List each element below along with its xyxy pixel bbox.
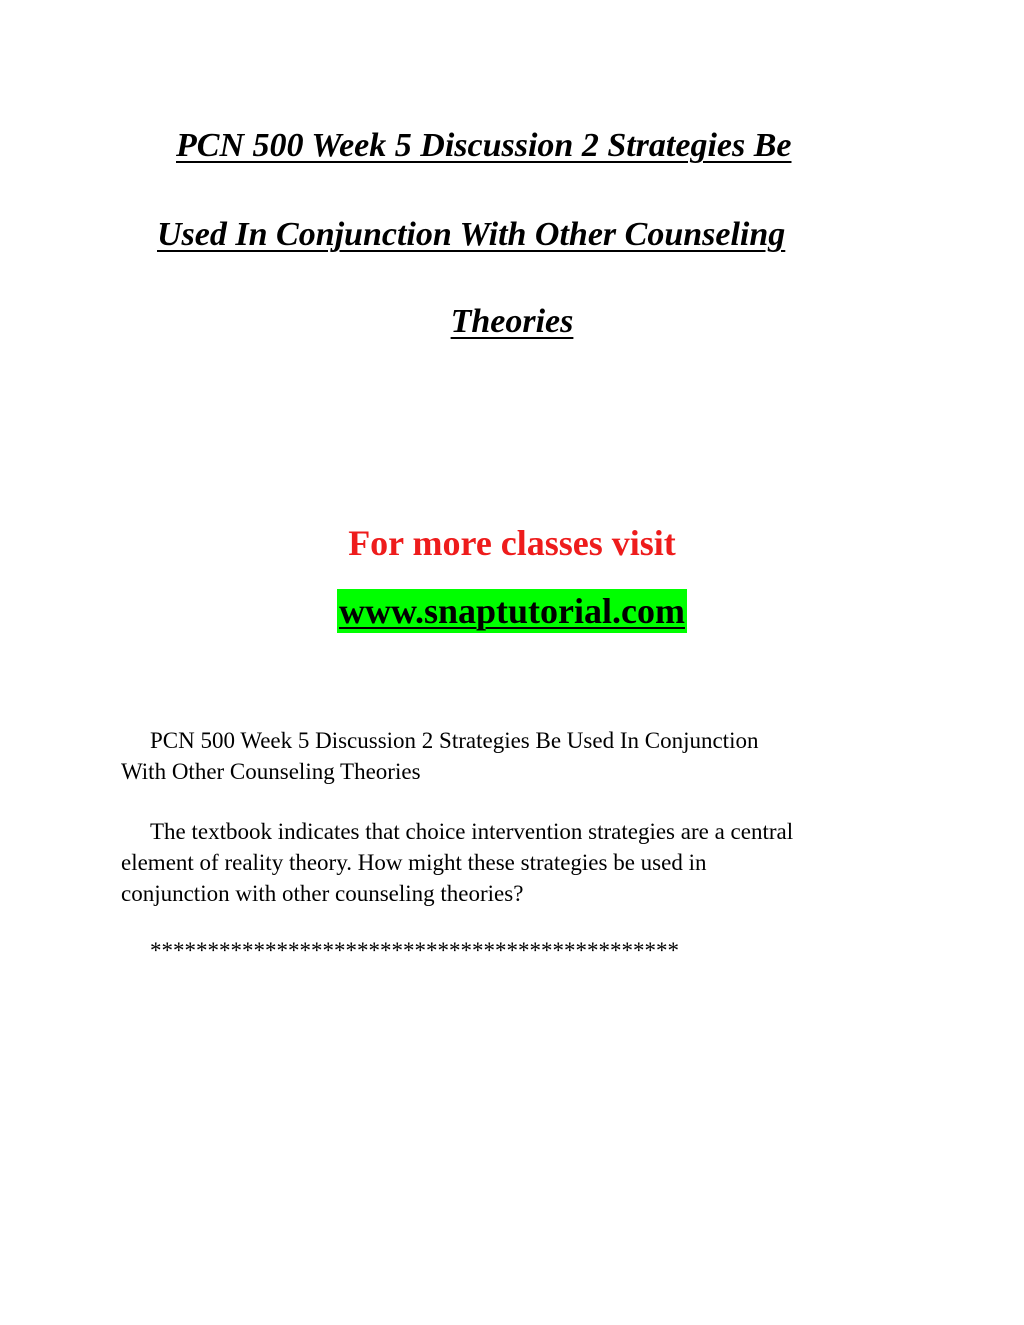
- document-title-line-2: Used In Conjunction With Other Counseling: [157, 216, 786, 253]
- promo-text: For more classes visit: [348, 523, 676, 563]
- paragraph-line: The textbook indicates that choice intervention strategies are a central: [150, 819, 794, 844]
- paragraph-line: element of reality theory. How might these strategies be used in: [121, 850, 707, 875]
- question-paragraph: [121, 816, 921, 909]
- promo-link[interactable]: www.snaptutorial.com: [338, 591, 685, 631]
- promo-link-container: [0, 589, 1024, 633]
- asterisk-separator: **********************************************: [150, 938, 679, 963]
- paragraph-line: With Other Counseling Theories: [121, 759, 421, 784]
- paragraph-line: conjunction with other counseling theories?: [121, 881, 524, 906]
- document-title-line-1: PCN 500 Week 5 Discussion 2 Strategies Be: [176, 127, 792, 164]
- intro-paragraph: [121, 725, 921, 787]
- document-title-line-3: Theories: [450, 303, 574, 340]
- paragraph-line: PCN 500 Week 5 Discussion 2 Strategies Be Used In Conjunction: [150, 728, 759, 753]
